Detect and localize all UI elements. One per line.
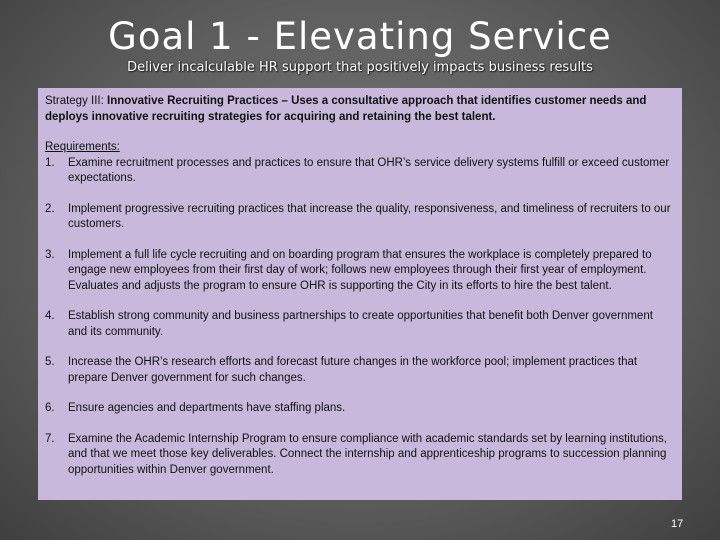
strategy-paragraph <box>45 94 675 125</box>
list-item-text: Ensure agencies and departments have staffing plans. <box>68 402 346 414</box>
list-item-text: Examine recruitment processes and practices to ensure that OHR’s service delivery systems fulfill or exceed customer expectations. <box>68 156 670 184</box>
strategy-label: Strategy III: <box>45 95 107 107</box>
list-item <box>45 432 675 479</box>
list-item-text: Implement progressive recruiting practices that increase the quality, responsiveness, and timeliness of recruiters to our customers. <box>68 202 671 230</box>
slide-title: Goal 1 - Elevating Service <box>108 15 612 58</box>
list-item-number: 4. <box>45 310 55 322</box>
list-item <box>45 355 675 386</box>
list-item-number: 3. <box>45 248 55 261</box>
list-item-text: Increase the OHR’s research efforts and forecast future changes in the workforce pool; implement practices that prepare Denver government for such changes. <box>68 356 638 384</box>
list-item-number: 7. <box>45 432 55 445</box>
requirements-heading: Requirements: <box>45 141 120 153</box>
list-item-number: 1. <box>45 156 55 169</box>
list-item-number: 5. <box>45 356 55 368</box>
list-item <box>45 156 675 187</box>
page-number: 17 <box>671 518 684 530</box>
list-item-text: Establish strong community and business partnerships to create opportunities that benefit both Denver government and its community. <box>68 310 653 338</box>
strategy-text: Innovative Recruiting Practices – Uses a consultative approach that identifies customer needs and deploys innovative recruiting strategies for acquiring and retaining the best talent. <box>45 95 647 123</box>
requirements-list <box>45 156 675 479</box>
list-item-text: Implement a full life cycle recruiting and on boarding program that ensures the workplace is completely prepared to engage new employees from their first day of work; follows new employees through their first year of employment. Evaluates and adjusts the program to ensure OHR is supporting the City in its efforts to hire the best talent. <box>68 248 652 292</box>
list-item-text: Examine the Academic Internship Program to ensure compliance with academic standards set by learning institutions, and that we meet those key deliverables. Connect the internship and apprenticeship programs to succession planning opportunities within Denver government. <box>68 432 667 476</box>
list-item <box>45 202 675 233</box>
list-item <box>45 248 675 295</box>
list-item <box>45 401 675 417</box>
content-box <box>38 88 682 500</box>
list-item <box>45 309 675 340</box>
slide-subtitle: Deliver incalculable HR support that positively impacts business results <box>127 60 593 75</box>
list-item-number: 6. <box>45 402 55 414</box>
list-item-number: 2. <box>45 202 55 215</box>
